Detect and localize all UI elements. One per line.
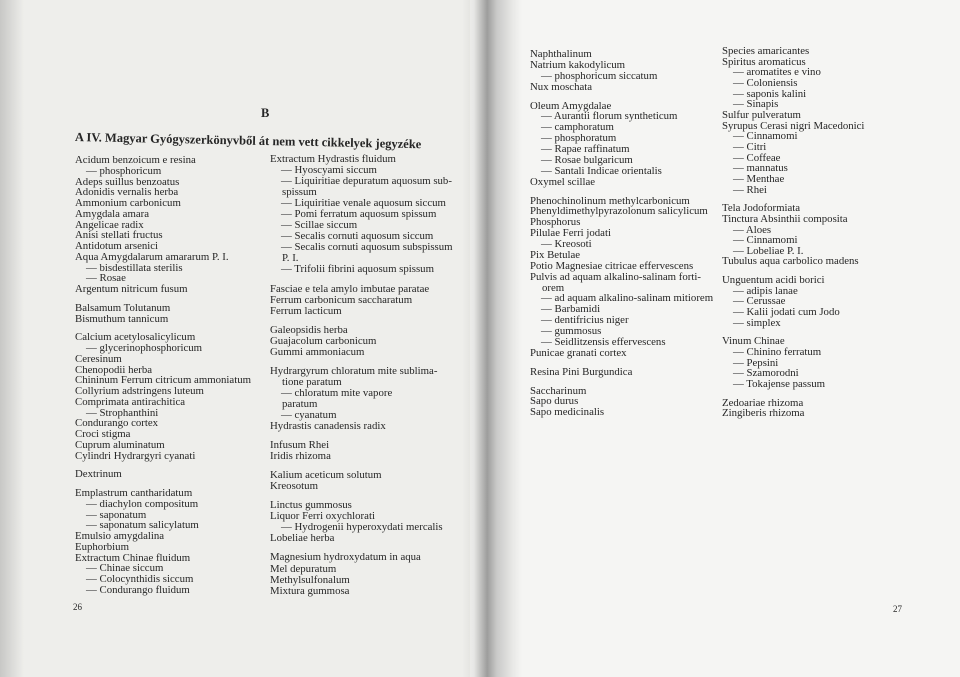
index-entry: Lobeliae herba: [270, 532, 335, 545]
index-column-right-1: [530, 49, 713, 418]
index-letter-group: [270, 470, 453, 492]
index-column-right-2: [722, 46, 864, 419]
index-entry-continuation: paratum: [282, 397, 318, 410]
index-letter-group: [75, 488, 251, 596]
index-letter-group: [270, 440, 453, 462]
index-entry: Unguentum acidi borici: [722, 274, 825, 287]
index-entry: Emplastrum cantharidatum: [75, 487, 193, 499]
index-letter-group: [530, 386, 713, 419]
index-letter-group: [270, 366, 453, 432]
index-entry: Angelicae radix: [75, 218, 144, 231]
index-entry: — Condurango fluidum: [86, 583, 190, 596]
index-entry: Tinctura Absinthii composita: [722, 212, 848, 225]
index-entry: Extractum Hydrastis fluidum: [270, 153, 396, 165]
index-entry: Mel depuratum: [270, 562, 337, 575]
index-entry: Oxymel scillae: [530, 175, 596, 188]
index-entry: Guajacolum carbonicum: [270, 334, 377, 347]
index-entry: Zingiberis rhizoma: [722, 407, 805, 420]
index-entry: Species amaricantes: [722, 45, 810, 57]
index-letter-group: [722, 203, 864, 267]
index-entry: — Trifolii fibrini aquosum spissum: [281, 263, 434, 276]
index-entry: Tela Jodoformiata: [722, 202, 801, 215]
index-letter-group: [270, 500, 453, 544]
index-entry-continuation: P. I.: [282, 252, 299, 265]
index-entry: — phosphoricum siccatum: [541, 69, 658, 82]
index-entry: Cylindri Hydrargyri cyanati: [75, 449, 196, 462]
index-entry: Spiritus aromaticus: [722, 55, 806, 68]
index-entry: Naphthalinum: [530, 48, 592, 60]
index-entry: Pilulae Ferri jodati: [530, 227, 611, 240]
section-letter: B: [261, 106, 270, 120]
index-entry: — simplex: [733, 316, 781, 329]
index-entry: — Aloes: [733, 223, 772, 236]
index-letter-group: [722, 336, 864, 389]
index-entry: — diachylon compositum: [86, 497, 199, 510]
index-entry: Kreosotum: [270, 480, 318, 493]
index-entry: Chenopodii herba: [75, 363, 153, 376]
index-entry-continuation: orem: [542, 281, 565, 294]
index-entry: — Menthae: [733, 172, 785, 185]
index-entry: Dextrinum: [75, 468, 122, 481]
index-letter-group: [722, 46, 864, 195]
index-entry: Condurango cortex: [75, 417, 159, 430]
index-entry: Aqua Amygdalarum amararum P. I.: [75, 250, 229, 263]
index-entry: — phosphoricum: [86, 164, 162, 177]
index-entry: — Pomi ferratum aquosum spissum: [281, 208, 437, 221]
index-entry: — Hydrogenii hyperoxydati mercalis: [281, 521, 443, 534]
index-entry: — Szamorodni: [733, 367, 799, 380]
index-entry: Saccharinum: [530, 384, 587, 397]
index-entry: — Citri: [733, 140, 767, 153]
index-column-left-1: [75, 155, 251, 596]
index-entry: Kalium aceticum solutum: [270, 469, 382, 482]
index-entry: Potio Magnesiae citricae effervescens: [530, 259, 694, 272]
index-letter-group: [270, 325, 453, 358]
index-letter-group: [75, 332, 251, 461]
index-entry: — Seidlitzensis effervescens: [541, 335, 666, 348]
index-entry: — Rosae bulgaricum: [541, 153, 633, 166]
index-entry: — gummosus: [541, 325, 602, 337]
index-entry: Adeps suillus benzoatus: [75, 175, 180, 188]
index-entry: — Colocynthidis siccum: [86, 573, 194, 585]
index-entry: Sapo durus: [530, 395, 579, 408]
right-page: [470, 0, 960, 677]
index-entry: Adonidis vernalis herba: [75, 186, 179, 199]
index-entry: Antidotum arsenici: [75, 240, 159, 252]
index-entry: — Liquiritiae venale aquosum siccum: [281, 197, 446, 210]
page-number-left: 26: [73, 602, 82, 612]
index-entry: — Rhei: [733, 183, 767, 196]
index-entry: Sulfur pulveratum: [722, 108, 801, 121]
left-page: [0, 0, 470, 677]
index-entry: Tubulus aqua carbolico madens: [722, 255, 859, 268]
index-entry: Phenochinolinum methylcarbonicum: [530, 194, 690, 207]
index-entry-continuation: spissum: [282, 186, 317, 199]
index-entry: — Pepsini: [733, 356, 779, 369]
index-entry: Infusum Rhei: [270, 439, 330, 452]
index-entry: — Tokajense passum: [733, 378, 826, 391]
index-entry: Zedoariae rhizoma: [722, 396, 804, 409]
index-entry: Extractum Chinae fluidum: [75, 551, 191, 564]
index-entry: Hydrargyrum chloratum mite sublima-: [270, 364, 438, 377]
index-letter-group: [530, 367, 713, 378]
index-entry: Collyrium adstringens luteum: [75, 385, 204, 397]
index-entry: Acidum benzoicum e resina: [75, 154, 196, 166]
index-entry: — saponatum: [86, 508, 147, 521]
index-entry: — Cerussae: [733, 295, 786, 308]
index-column-left-2: [270, 154, 453, 597]
index-entry: — dentifricius niger: [541, 314, 629, 327]
index-entry: Bismuthum tannicum: [75, 312, 169, 325]
index-letter-group: [75, 155, 251, 295]
index-entry: Magnesium hydroxydatum in aqua: [270, 551, 421, 564]
index-entry: Oleum Amygdalae: [530, 99, 612, 112]
index-entry: — Strophanthini: [86, 406, 159, 419]
index-entry: Phenyldimethylpyrazolonum salicylicum: [530, 205, 708, 218]
index-entry: — Kalii jodati cum Jodo: [733, 306, 840, 319]
index-entry: Mixtura gummosa: [270, 584, 350, 597]
index-entry: Sapo medicinalis: [530, 406, 605, 419]
index-entry: Balsamum Tolutanum: [75, 301, 171, 314]
index-letter-group: [530, 101, 713, 188]
index-entry: — Hyoscyami siccum: [281, 164, 377, 177]
index-letter-group: [722, 275, 864, 328]
index-entry: Ferrum carbonicum saccharatum: [270, 293, 413, 306]
index-entry: — camphoratum: [541, 121, 614, 134]
index-entry: — Secalis cornuti aquosum siccum: [281, 230, 434, 243]
index-entry: — phosphoratum: [541, 132, 617, 145]
page-edge-shadow: [0, 0, 24, 677]
index-entry: — Aurantii florum syntheticum: [541, 110, 678, 123]
index-entry: Nux moschata: [530, 80, 593, 93]
index-letter-group: [530, 49, 713, 93]
index-entry: — aromatites e vino: [733, 66, 821, 79]
index-entry: Ammonium carbonicum: [75, 197, 181, 209]
index-entry: — glycerinophosphoricum: [86, 342, 203, 354]
index-entry: Natrium kakodylicum: [530, 58, 626, 71]
index-entry: — Santali Indicae orientalis: [541, 164, 662, 177]
index-entry: — Kreosoti: [541, 238, 592, 250]
index-entry: — Barbamidi: [541, 303, 601, 316]
index-entry: Galeopsidis herba: [270, 323, 348, 336]
index-entry: Iridis rhizoma: [270, 450, 331, 463]
index-letter-group: [530, 196, 713, 359]
index-letter-group: [270, 284, 453, 317]
index-entry: Calcium acetylosalicylicum: [75, 331, 196, 344]
index-entry: Phosphorus: [530, 216, 581, 229]
index-entry: Linctus gummosus: [270, 499, 352, 512]
index-entry: Anisi stellati fructus: [75, 229, 163, 242]
index-entry: — saponis kalini: [733, 87, 807, 100]
index-entry: — adipis lanae: [733, 284, 798, 297]
index-entry: Emulsio amygdalina: [75, 530, 165, 542]
index-entry: — ad aquam alkalino-salinam mitiorem: [541, 292, 714, 305]
index-entry: Ferrum lacticum: [270, 304, 342, 317]
index-entry: — Chinino ferratum: [733, 346, 822, 359]
index-entry: Resina Pini Burgundica: [530, 365, 633, 378]
index-entry: — Sinapis: [733, 98, 779, 111]
index-entry: — bisdestillata sterilis: [86, 261, 183, 274]
index-entry: Vinum Chinae: [722, 335, 785, 348]
index-entry: — Chinae siccum: [86, 562, 164, 575]
index-entry: Pulvis ad aquam alkalino-salinam forti-: [530, 270, 701, 283]
index-entry: Liquor Ferri oxychlorati: [270, 510, 375, 523]
index-entry: Argentum nitricum fusum: [75, 283, 188, 295]
index-entry: — Rosae: [86, 272, 126, 285]
index-entry: Hydrastis canadensis radix: [270, 420, 386, 433]
book-spine-shadow: [462, 0, 522, 677]
index-entry: — Coloniensis: [733, 76, 798, 89]
index-entry: Amygdala amara: [75, 207, 150, 220]
index-entry: — Rapae raffinatum: [541, 143, 630, 155]
index-letter-group: [75, 469, 251, 480]
index-letter-group: [722, 398, 864, 419]
index-entry: — Scillae siccum: [281, 219, 358, 232]
page-title: A IV. Magyar Gyógyszerkönyvből át nem vett cikkelyek jegyzéke: [74, 130, 422, 152]
index-entry: Euphorbium: [75, 540, 129, 553]
index-entry: — chloratum mite vapore: [281, 386, 393, 399]
index-entry: Gummi ammoniacum: [270, 345, 365, 358]
index-letter-group: [270, 154, 453, 276]
index-entry: Fasciae e tela amylo imbutae paratae: [270, 282, 430, 295]
index-entry: Pix Betulae: [530, 248, 581, 261]
index-entry: — Cinnamomi: [733, 234, 798, 247]
index-entry: — Coffeae: [733, 151, 781, 164]
index-entry: — Liquiritiae depuratum aquosum sub-: [281, 175, 452, 188]
index-letter-group: [75, 303, 251, 325]
index-entry: Ceresinum: [75, 352, 122, 365]
index-entry: — Secalis cornuti aquosum subspissum: [281, 241, 453, 254]
index-entry-continuation: tione paratum: [282, 375, 342, 388]
index-entry: — Lobeliae P. I.: [733, 244, 804, 257]
index-entry: Cuprum aluminatum: [75, 438, 165, 451]
index-entry: Chininum Ferrum citricum ammoniatum: [75, 374, 252, 387]
page-number-right: 27: [893, 604, 902, 614]
index-entry: — mannatus: [733, 162, 788, 175]
index-entry: Methylsulfonalum: [270, 573, 350, 586]
index-letter-group: [270, 552, 453, 596]
index-entry: Comprimata antirachitica: [75, 395, 186, 408]
index-entry: — saponatum salicylatum: [86, 519, 199, 532]
index-entry: Syrupus Cerasi nigri Macedonici: [722, 119, 865, 132]
index-entry: — Cinnamomi: [733, 130, 798, 143]
index-entry: Croci stigma: [75, 428, 131, 440]
index-entry: — cyanatum: [281, 408, 337, 421]
index-entry: Punicae granati cortex: [530, 346, 627, 359]
